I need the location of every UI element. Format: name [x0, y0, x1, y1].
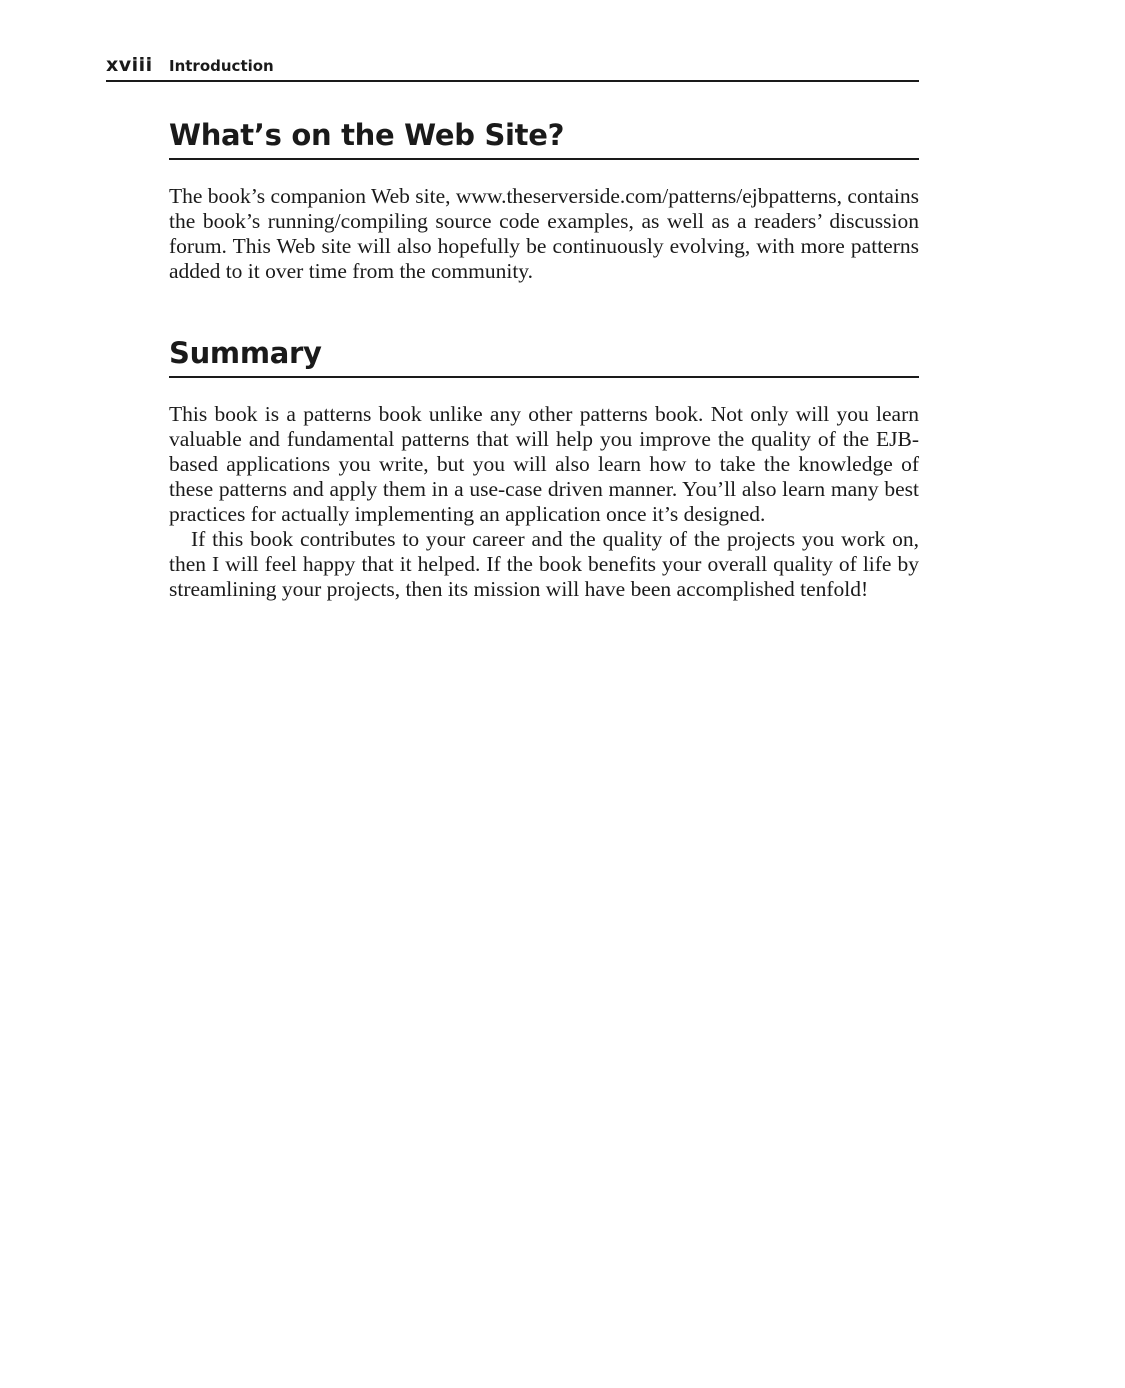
- section-heading: Summary: [169, 335, 919, 378]
- page-number: xviii: [106, 54, 153, 76]
- body-paragraph: The book’s companion Web site, www.theserverside.com/patterns/ejbpatterns, contains the book’s running/compiling source code examples, as well as a readers’ discussion forum. This Web site will also hopefully be continuously evolving, with more patterns added to it over time from the community.: [169, 184, 919, 283]
- summary-section: [169, 335, 919, 602]
- body-paragraph: If this book contributes to your career and the quality of the projects you work on, then I will feel happy that it helped. If the book benefits your overall quality of life by streamlining your projects, then its mission will have been accomplished tenfold!: [169, 527, 919, 601]
- running-title: Introduction: [169, 57, 274, 75]
- body-paragraph: This book is a patterns book unlike any other patterns book. Not only will you learn valuable and fundamental patterns that will help you improve the quality of the EJB-based applications you write, but you will also learn how to take the knowledge of these patterns and apply them in a use-case driven manner. You’ll also learn many best practices for actually implementing an application once it’s designed.: [169, 402, 919, 526]
- web-site-section: [169, 117, 919, 284]
- section-heading: What’s on the Web Site?: [169, 117, 919, 160]
- running-head: [106, 54, 919, 82]
